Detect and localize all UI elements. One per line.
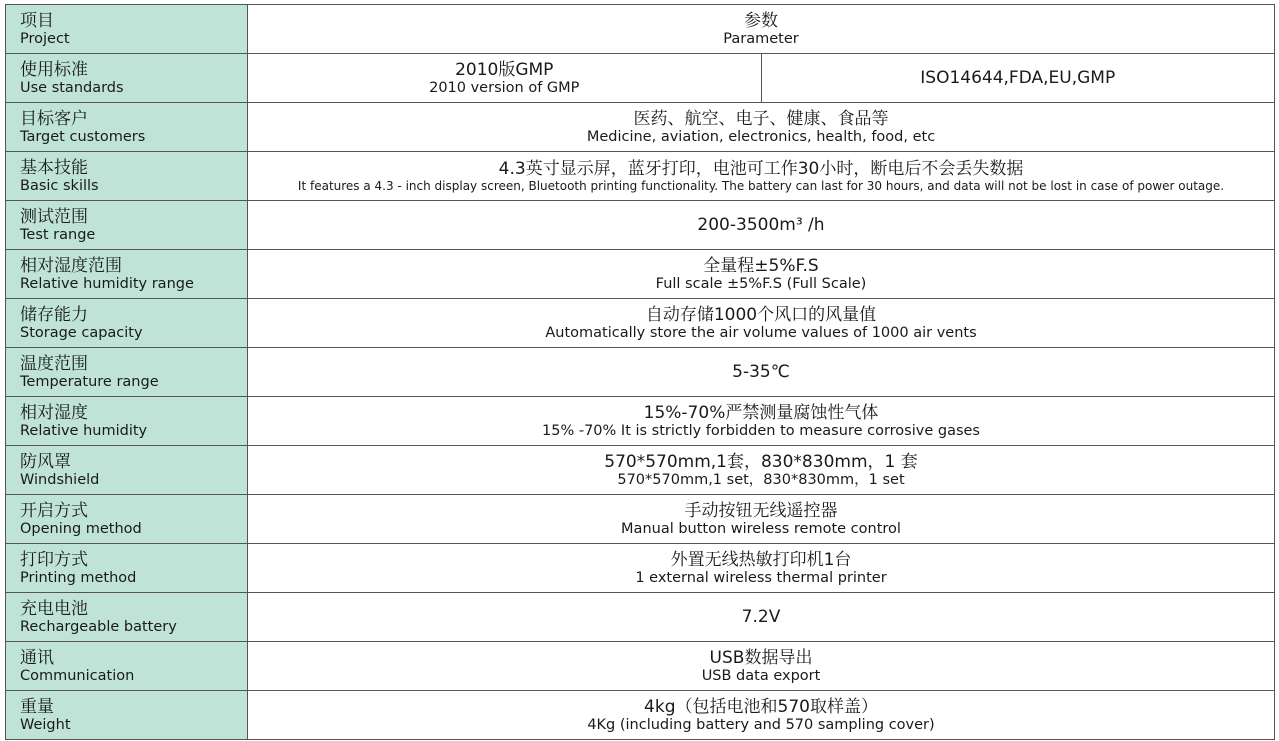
value-single: 5-35℃ bbox=[732, 362, 790, 382]
value-single: 7.2V bbox=[741, 607, 781, 627]
label-en: Temperature range bbox=[20, 373, 159, 390]
label-zh: 使用标准 bbox=[20, 59, 88, 80]
row-value bbox=[248, 299, 1275, 348]
row-value bbox=[248, 446, 1275, 495]
label-zh: 通讯 bbox=[20, 647, 54, 668]
row-value-secondary bbox=[761, 54, 1275, 103]
value-en: 2010 version of GMP bbox=[429, 79, 580, 96]
table-row bbox=[6, 691, 1275, 740]
row-label bbox=[6, 642, 248, 691]
table-row bbox=[6, 642, 1275, 691]
row-label bbox=[6, 495, 248, 544]
row-label bbox=[6, 544, 248, 593]
value-en: Medicine, aviation, electronics, health, food, etc bbox=[586, 128, 936, 145]
value-zh: 4.3英寸显示屏，蓝牙打印，电池可工作30小时，断电后不会丢失数据 bbox=[498, 158, 1024, 179]
label-zh: 基本技能 bbox=[20, 157, 88, 178]
table-row bbox=[6, 54, 1275, 103]
row-value bbox=[248, 593, 1275, 642]
table-row bbox=[6, 103, 1275, 152]
table-row bbox=[6, 495, 1275, 544]
row-label bbox=[6, 691, 248, 740]
table-row bbox=[6, 544, 1275, 593]
value-en: 15% -70% It is strictly forbidden to measure corrosive gases bbox=[542, 422, 980, 439]
label-en: Target customers bbox=[20, 128, 146, 145]
value-en: USB data export bbox=[701, 667, 821, 684]
label-en: Storage capacity bbox=[20, 324, 143, 341]
table-row bbox=[6, 299, 1275, 348]
label-en: Weight bbox=[20, 716, 71, 733]
label-zh: 相对湿度 bbox=[20, 402, 88, 423]
label-zh: 开启方式 bbox=[20, 500, 88, 521]
label-zh: 测试范围 bbox=[20, 206, 88, 227]
value-zh: 15%-70%严禁测量腐蚀性气体 bbox=[643, 402, 879, 423]
row-value bbox=[248, 397, 1275, 446]
label-en: Printing method bbox=[20, 569, 137, 586]
row-label bbox=[6, 5, 248, 54]
label-en: Rechargeable battery bbox=[20, 618, 177, 635]
value-zh: 4kg（包括电池和570取样盖） bbox=[644, 696, 878, 717]
row-value bbox=[248, 54, 762, 103]
value-zh: 外置无线热敏打印机1台 bbox=[670, 549, 852, 570]
label-zh: 重量 bbox=[20, 696, 54, 717]
row-value bbox=[248, 642, 1275, 691]
label-zh: 打印方式 bbox=[20, 549, 88, 570]
row-value bbox=[248, 201, 1275, 250]
value-en: 1 external wireless thermal printer bbox=[635, 569, 887, 586]
row-value bbox=[248, 348, 1275, 397]
row-label bbox=[6, 201, 248, 250]
row-label bbox=[6, 250, 248, 299]
value-zh: 手动按钮无线遥控器 bbox=[684, 500, 838, 521]
table-row bbox=[6, 446, 1275, 495]
value-single: ISO14644,FDA,EU,GMP bbox=[920, 68, 1116, 88]
label-zh: 储存能力 bbox=[20, 304, 88, 325]
value-zh: 医药、航空、电子、健康、食品等 bbox=[633, 108, 889, 129]
spec-table bbox=[5, 4, 1275, 740]
row-label bbox=[6, 103, 248, 152]
label-zh: 温度范围 bbox=[20, 353, 88, 374]
row-value bbox=[248, 544, 1275, 593]
row-value bbox=[248, 152, 1275, 201]
label-en: Opening method bbox=[20, 520, 142, 537]
row-value bbox=[248, 691, 1275, 740]
value-zh: USB数据导出 bbox=[709, 647, 813, 668]
value-en: Full scale ±5%F.S (Full Scale) bbox=[655, 275, 867, 292]
label-en: Windshield bbox=[20, 471, 100, 488]
label-en: Relative humidity bbox=[20, 422, 148, 439]
label-en: Communication bbox=[20, 667, 135, 684]
table-row bbox=[6, 397, 1275, 446]
value-zh: 2010版GMP bbox=[455, 59, 554, 80]
row-value bbox=[248, 5, 1275, 54]
value-zh: 570*570mm,1套，830*830mm，1 套 bbox=[604, 451, 918, 472]
row-label bbox=[6, 54, 248, 103]
table-row bbox=[6, 5, 1275, 54]
table-row bbox=[6, 201, 1275, 250]
value-en: 4Kg (including battery and 570 sampling cover) bbox=[587, 716, 935, 733]
row-label bbox=[6, 397, 248, 446]
row-value bbox=[248, 495, 1275, 544]
value-en: Manual button wireless remote control bbox=[621, 520, 901, 537]
label-en: Basic skills bbox=[20, 177, 99, 194]
value-en: It features a 4.3 - inch display screen, Bluetooth printing functionality. The battery can last for 30 hours, and data will not be lost in case of power outage. bbox=[297, 178, 1225, 193]
table-row bbox=[6, 593, 1275, 642]
label-zh: 项目 bbox=[20, 10, 54, 31]
label-zh: 相对湿度范围 bbox=[20, 255, 122, 276]
row-label bbox=[6, 593, 248, 642]
value-single: 200-3500m³ /h bbox=[697, 215, 825, 235]
label-zh: 目标客户 bbox=[20, 108, 88, 129]
value-zh: 自动存储1000个风口的风量值 bbox=[645, 304, 877, 325]
label-zh: 防风罩 bbox=[20, 451, 71, 472]
label-en: Use standards bbox=[20, 79, 124, 96]
value-en: 570*570mm,1 set，830*830mm，1 set bbox=[617, 471, 905, 488]
table-row bbox=[6, 348, 1275, 397]
value-zh: 参数 bbox=[744, 10, 778, 31]
table-row bbox=[6, 250, 1275, 299]
value-en: Parameter bbox=[723, 30, 799, 47]
value-zh: 全量程±5%F.S bbox=[703, 255, 819, 276]
row-label bbox=[6, 152, 248, 201]
row-value bbox=[248, 250, 1275, 299]
label-en: Project bbox=[20, 30, 70, 47]
label-zh: 充电电池 bbox=[20, 598, 88, 619]
label-en: Test range bbox=[20, 226, 96, 243]
row-label bbox=[6, 348, 248, 397]
row-label bbox=[6, 446, 248, 495]
value-en: Automatically store the air volume values of 1000 air vents bbox=[545, 324, 977, 341]
row-value bbox=[248, 103, 1275, 152]
label-en: Relative humidity range bbox=[20, 275, 194, 292]
row-label bbox=[6, 299, 248, 348]
table-row bbox=[6, 152, 1275, 201]
